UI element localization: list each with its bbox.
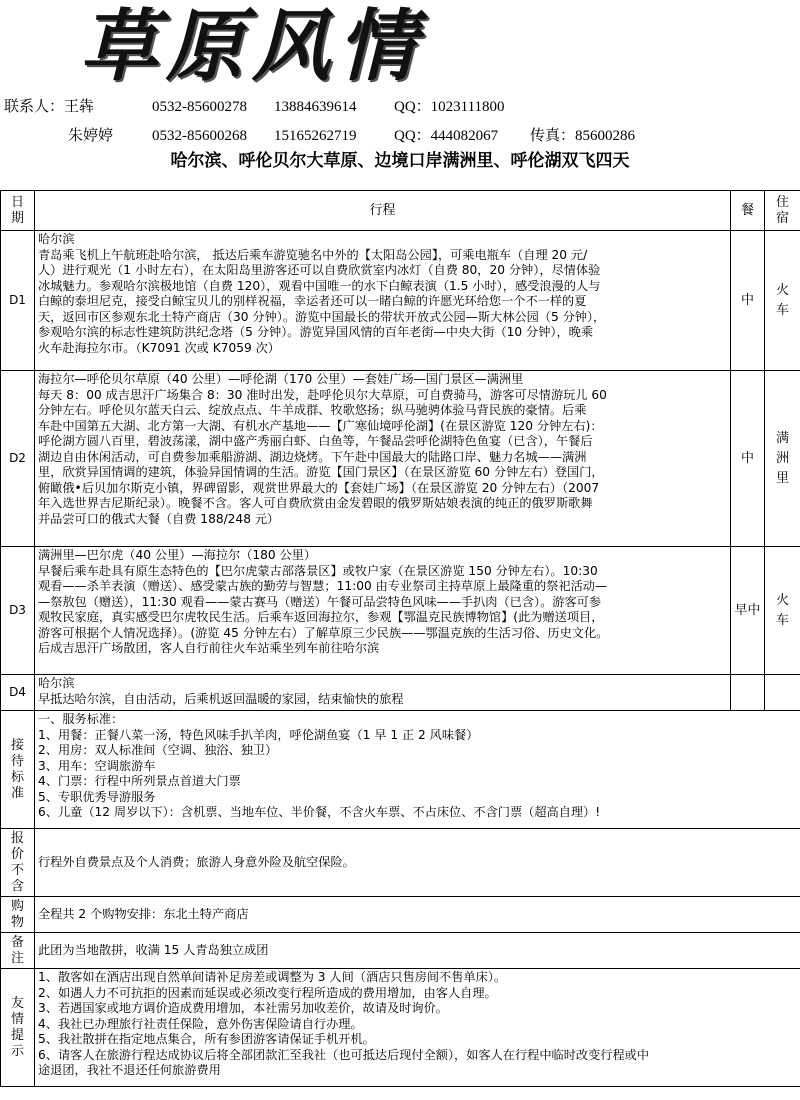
qq-number: 444082067 [430,128,499,144]
section-line: 5、专职优秀导游服务 [38,789,156,804]
remarks [35,933,800,969]
contact-row-1 [4,97,94,117]
contact-tel: 0532-85600278 [152,99,247,115]
table-row [1,897,800,933]
section-line: 3、若遇国家或地方调价造成费用增加，本社需另加收差价，故请及时询价。 [38,1001,448,1015]
contact-qq [394,97,505,117]
section-line: 1、散客如在酒店出现自然单间请补足房差或调整为 3 人间（酒店只售房间不售单床）。 [38,970,507,984]
section-line: 全程共 2 个购物安排：东北土特产商店 [38,906,249,921]
col-day-header: 日期 [1,191,35,231]
meal-cell: 中 [731,231,765,371]
itinerary-line: 并品尝可口的俄式大餐（自费 188/248 元） [38,511,280,526]
itinerary-line: 里，欣赏异国情调的建筑，体验异国情调的生活。游览【国门景区】（在景区游览 60 分钟左右）登国门， [38,465,604,479]
contact-qq [394,126,498,146]
day-label: D1 [1,231,35,371]
itinerary-line: 火车赴海拉尔市。（K7091 次或 K7059 次） [38,340,280,355]
itinerary-table [0,190,800,1087]
itinerary-line: 湖边自由休闲活动，可自费参加乘船游湖、湖边烧烤。下午赴中国最大的陆路口岸、魅力名城——满洲 [38,449,587,464]
itinerary-line: 早餐后乘车赴具有原生态特色的【巴尔虎蒙古部落景区】或牧户家（在景区游览 150 分钟左右）。10:30 [38,563,598,578]
service-standard [35,711,800,829]
table-row [1,371,800,547]
table-row [1,969,800,1087]
itinerary-line: 天，返回市区参观东北土特产商店（30 分钟）。游览中国最长的带状开放式公园—斯大林公园（5 分钟）， [38,309,606,324]
section-line: 一、服务标准： [38,712,124,726]
itinerary-line: 每天 8：00 成吉思汗广场集合 8：30 准时出发，赴呼伦贝尔大草原，可自费骑马，游客可尽情游玩儿 60 [38,387,607,402]
route-title: 哈尔滨、呼伦贝尔大草原、边境口岸满洲里、呼伦湖双飞四天 [170,151,630,171]
table-row [1,829,800,897]
table-row [1,711,800,829]
page-title: 草原风情 [80,1,425,92]
day-label: D3 [1,547,35,675]
contact-name: 王犇 [64,99,95,115]
table-header-row [1,191,800,231]
qq-number: 1023111800 [430,99,505,115]
section-line: 此团为当地散拼，收满 15 人青岛独立成团 [38,942,269,957]
itinerary-line: 青岛乘飞机上午航班赴哈尔滨， 抵达后乘车游览驰名中外的【太阳岛公园】，可乘电瓶车（自理 20 元/ [38,247,588,262]
day-itinerary [35,371,731,547]
itinerary-line: 满洲里—巴尔虎（40 公里）—海拉尔（180 公里） [38,548,317,562]
section-label: 购物 [1,897,35,933]
contact-mobile: 15165262719 [274,128,357,144]
itinerary-line: 哈尔滨 [38,232,75,246]
meal-cell: 中 [731,371,765,547]
contact-label: 联系人： [4,99,65,115]
section-line: 1、用餐：正餐八菜一汤，特色风味手扒羊肉，呼伦湖鱼宴（1 早 1 正 2 风味餐） [38,727,479,742]
table-row [1,547,800,675]
itinerary-line: 冰城魅力。参观哈尔滨极地馆（自费 120），观看中国唯一的水下白鲸表演（1.5 小时），感受浪漫的人与 [38,278,601,293]
col-itinerary-header: 行程 [35,191,731,231]
table-row [1,675,800,711]
itinerary-line: 观牧民家庭，真实感受巴尔虎牧民生活。后乘车返回海拉尔，参观【鄂温克民族博物馆】(此为赠送项目， [38,610,604,624]
stay-cell: 火车 [765,547,800,675]
qq-label: QQ： [394,99,431,115]
section-line: 6、儿童（12 周岁以下）：含机票、当地车位、半价餐，不含火车票、不占床位、不含门票（超高自理）! [38,805,601,819]
table-row [1,933,800,969]
itinerary-line: 俯瞰俄•后贝加尔斯克小镇，界碑留影，观赏世界最大的【套娃广场】（在景区游览 20 分钟左右）（2007 [38,480,600,495]
col-stay-header: 住宿 [765,191,800,231]
section-label: 报价不含 [1,829,35,897]
section-line: 3、用车：空调旅游车 [38,758,156,773]
section-line: 行程外自费景点及个人消费；旅游人身意外险及航空保险。 [38,854,355,869]
itinerary-line: 观看——杀羊表演（赠送）、感受蒙古族的勤劳与智慧；11:00 由专业祭司主持草原上最隆重的祭祀活动— [38,579,608,593]
price-excludes [35,829,800,897]
contact-name: 朱婷婷 [68,128,114,144]
meal-cell [731,675,765,711]
table-row [1,231,800,371]
itinerary-line: 游客可根据个人情况选择）。(游览 45 分钟左右）了解草原三少民族——鄂温克族的生活习俗、历史文化。 [38,625,609,640]
section-label: 备注 [1,933,35,969]
itinerary-line: 白鲸的泰坦尼克，接受白鲸宝贝儿的别样祝福，幸运者还可以一睹白鲸的许愿光环给您一个不一样的夏 [38,294,587,308]
itinerary-line: 哈尔滨 [38,676,75,690]
itinerary-line: 呼伦湖方圆八百里，碧波荡漾，湖中盛产秀丽白虾、白鱼等，午餐品尝呼伦湖特色鱼宴（已含），午餐后 [38,434,593,448]
day-itinerary [35,675,731,711]
stay-cell: 火车 [765,231,800,371]
day-itinerary [35,547,731,675]
section-line: 5、我社散拼在指定地点集合，所有参团游客请保证手机开机。 [38,1032,375,1046]
section-line: 2、用房：双人标准间（空调、独浴、独卫） [38,743,278,757]
day-label: D4 [1,675,35,711]
contact-row-2 [68,126,113,146]
section-line: 途退团，我社不退还任何旅游费用 [38,1063,221,1077]
stay-cell: 满洲里 [765,371,800,547]
itinerary-line: 年入选世界吉尼斯纪录）。晚餐不含。客人可自费欣赏由金发碧眼的俄罗斯姑娘表演的纯正的俄罗斯歌舞 [38,496,593,510]
day-itinerary [35,231,731,371]
section-line: 2、如遇人力不可抗拒的因素而延误或必须改变行程所造成的费用增加，由客人自理。 [38,985,497,1000]
section-label: 接待标准 [1,711,35,829]
itinerary-line: 车赴中国第五大湖、北方第一大湖、有机水产基地——【广寒仙境呼伦湖】(在景区游览 120 分钟左右)： [38,418,603,433]
qq-label: QQ： [394,128,431,144]
section-line: 6、请客人在旅游行程达成协议后将全部团款汇至我社（也可抵达后现付全额），如客人在行程中临时改变行程或中 [38,1047,650,1062]
section-line: 4、我社已办理旅行社责任保险，意外伤害保险请自行办理。 [38,1016,363,1031]
itinerary-line: 分钟左右。呼伦贝尔蓝天白云、绽放点点、牛羊成群、牧歌悠扬；纵马驰骋体验马背民族的豪情。后乘 [38,403,587,417]
itinerary-line: 参观哈尔滨的标志性建筑防洪纪念塔（5 分钟）。游览异国风情的百年老街—中央大街（10 分钟），晚乘 [38,325,594,339]
contact-tel: 0532-85600268 [152,128,247,144]
itinerary-line: 后成吉思汗广场散团，客人自行前往火车站乘坐列车前往哈尔滨 [38,641,380,655]
fax-number: 85600286 [575,128,636,144]
contact-fax [530,126,635,146]
meal-cell: 早中 [731,547,765,675]
friendly-tips [35,969,800,1087]
section-line: 4、门票：行程中所列景点首道大门票 [38,774,241,788]
itinerary-line: 人）进行观光（1 小时左右），在太阳岛里游客还可以自费欣赏室内冰灯（自费 80，20 分钟），尽情体验 [38,263,601,277]
itinerary-line: 海拉尔—呼伦贝尔草原（40 公里）—呼伦湖（170 公里）—套娃广场—国门景区—满洲里 [38,372,524,386]
contact-mobile: 13884639614 [274,99,357,115]
itinerary-line: —祭敖包（赠送），11:30 观看——蒙古赛马（赠送）午餐可品尝特色风味——手扒肉（已含）。游客可参 [38,594,602,609]
itinerary-line: 早抵达哈尔滨，自由活动，后乘机返回温暖的家园，结束愉快的旅程 [38,691,404,706]
col-meal-header: 餐 [731,191,765,231]
day-label: D2 [1,371,35,547]
stay-cell [765,675,800,711]
section-label: 友情提示 [1,969,35,1087]
shopping [35,897,800,933]
fax-label: 传真： [530,128,576,144]
